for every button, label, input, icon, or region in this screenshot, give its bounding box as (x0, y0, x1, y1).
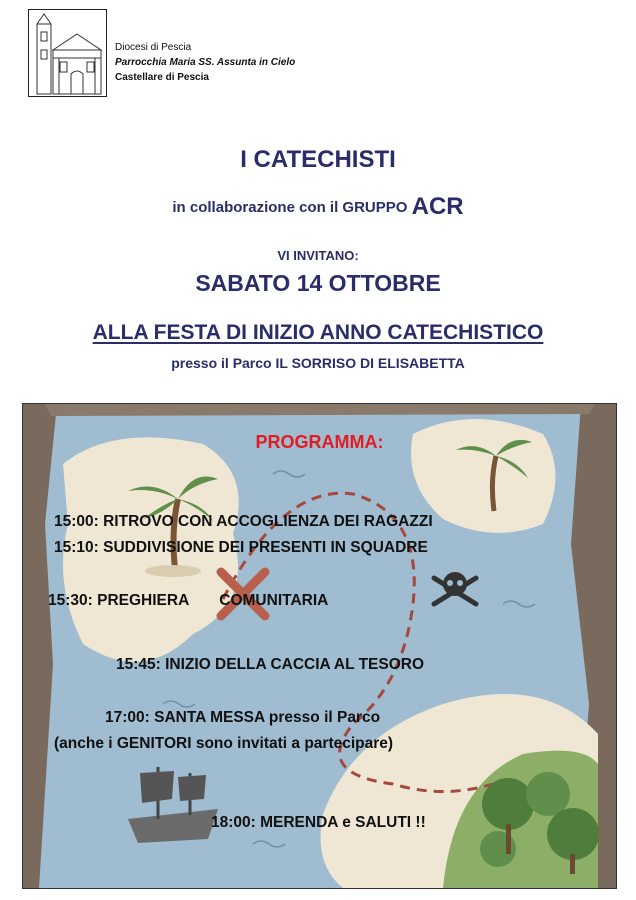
program-item-prayer (48, 592, 328, 610)
program-item: 15:00: RITROVO CON ACCOGLIENZA DEI RAGAZZI (54, 513, 433, 530)
program-item: 17:00: SANTA MESSA presso il Parco (105, 709, 381, 726)
program-title: PROGRAMMA: (255, 432, 384, 452)
group-name: ACR (411, 193, 464, 220)
invite-text: VI INVITANO: (277, 248, 359, 263)
tree-icon (468, 764, 608, 874)
prayer-part1: 15:30: PREGHIERA (48, 592, 190, 609)
collaboration-line (0, 193, 636, 221)
event-name: ALLA FESTA DI INIZIO ANNO CATECHISTICO (92, 321, 544, 344)
skull-crossbones-icon (428, 564, 482, 618)
ship-icon (118, 759, 228, 849)
event-location: presso il Parco IL SORRISO DI ELISABETTA (171, 355, 465, 371)
place-name: Castellare di Pescia (115, 72, 209, 83)
program-map (22, 403, 617, 889)
collaboration-text: in collaborazione con il GRUPPO (172, 199, 408, 216)
header-info (115, 40, 295, 85)
church-logo-icon (29, 10, 106, 96)
program-item: (anche i GENITORI sono invitati a partecipare) (54, 735, 394, 752)
diocese-name: Diocesi di Pescia (115, 42, 192, 53)
program-item: 18:00: MERENDA e SALUTI !! (211, 814, 426, 831)
prayer-part2: COMUNITARIA (219, 592, 329, 609)
program-item: 15:10: SUDDIVISIONE DEI PRESENTI IN SQUADRE (54, 539, 428, 556)
parish-name: Parrocchia Maria SS. Assunta in Cielo (115, 57, 296, 68)
church-logo (28, 9, 107, 97)
program-item: 15:45: INIZIO DELLA CACCIA AL TESORO (116, 656, 425, 673)
event-date: SABATO 14 OTTOBRE (195, 270, 441, 296)
page-title: I CATECHISTI (240, 146, 396, 173)
